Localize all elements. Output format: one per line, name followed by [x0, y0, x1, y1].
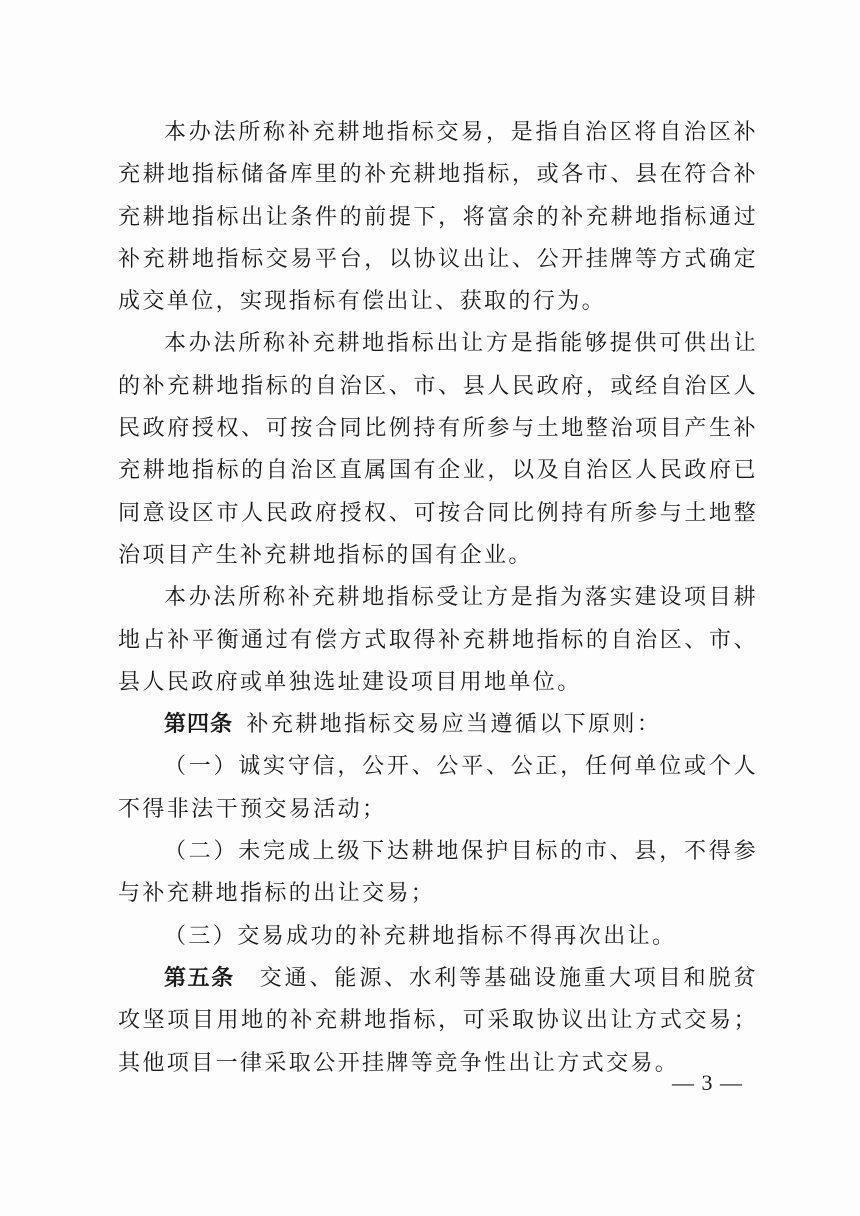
article-5 — [118, 958, 758, 1085]
paragraph-definition-trading — [118, 112, 758, 323]
paragraph-text: 本办法所称补充耕地指标受让方是指为落实建设项目耕地占补平衡通过有偿方式取得补充耕地指标的自治区、市、县人民政府或单独选址建设项目用地单位。 — [118, 585, 758, 695]
paragraph-text: 交通、能源、水利等基础设施重大项目和脱贫攻坚项目用地的补充耕地指标，可采取协议出让方式交易；其他项目一律采取公开挂牌等竞争性出让方式交易。 — [118, 965, 758, 1076]
paragraph-text: 本办法所称补充耕地指标出让方是指能够提供可供出让的补充耕地指标的自治区、市、县人民政府，或经自治区人民政府授权、可按合同比例持有所参与土地整治项目产生补充耕地指标的自治区直属国有企业，以及自治区人民政府已同意设区市人民政府授权、可按合同比例持有所参与土地整治项目产生补充耕地指标的国有企业。 — [118, 331, 758, 568]
principle-3 — [118, 916, 758, 958]
article-label: 第四条 — [164, 712, 234, 738]
document-body — [118, 112, 758, 1085]
principle-1 — [118, 746, 758, 831]
article-4 — [118, 704, 758, 746]
paragraph-definition-seller — [118, 323, 758, 577]
paragraph-text: （三）交易成功的补充耕地指标不得再次出让。 — [164, 923, 677, 949]
paragraph-text: 补充耕地指标交易应当遵循以下原则： — [246, 712, 662, 738]
paragraph-text: （一）诚实守信，公开、公平、公正，任何单位或个人不得非法干预交易活动； — [118, 754, 758, 822]
paragraph-text: 本办法所称补充耕地指标交易，是指自治区将自治区补充耕地指标储备库里的补充耕地指标，或各市、县在符合补充耕地指标出让条件的前提下，将富余的补充耕地指标通过补充耕地指标交易平台，以协议出让、公开挂牌等方式确定成交单位，实现指标有偿出让、获取的行为。 — [118, 120, 758, 315]
article-label: 第五条 — [164, 965, 235, 991]
page-number: — 3 — — [672, 1070, 743, 1095]
paragraph-definition-buyer — [118, 577, 758, 704]
principle-2 — [118, 831, 758, 916]
paragraph-text: （二）未完成上级下达耕地保护目标的市、县，不得参与补充耕地指标的出让交易； — [118, 839, 758, 907]
